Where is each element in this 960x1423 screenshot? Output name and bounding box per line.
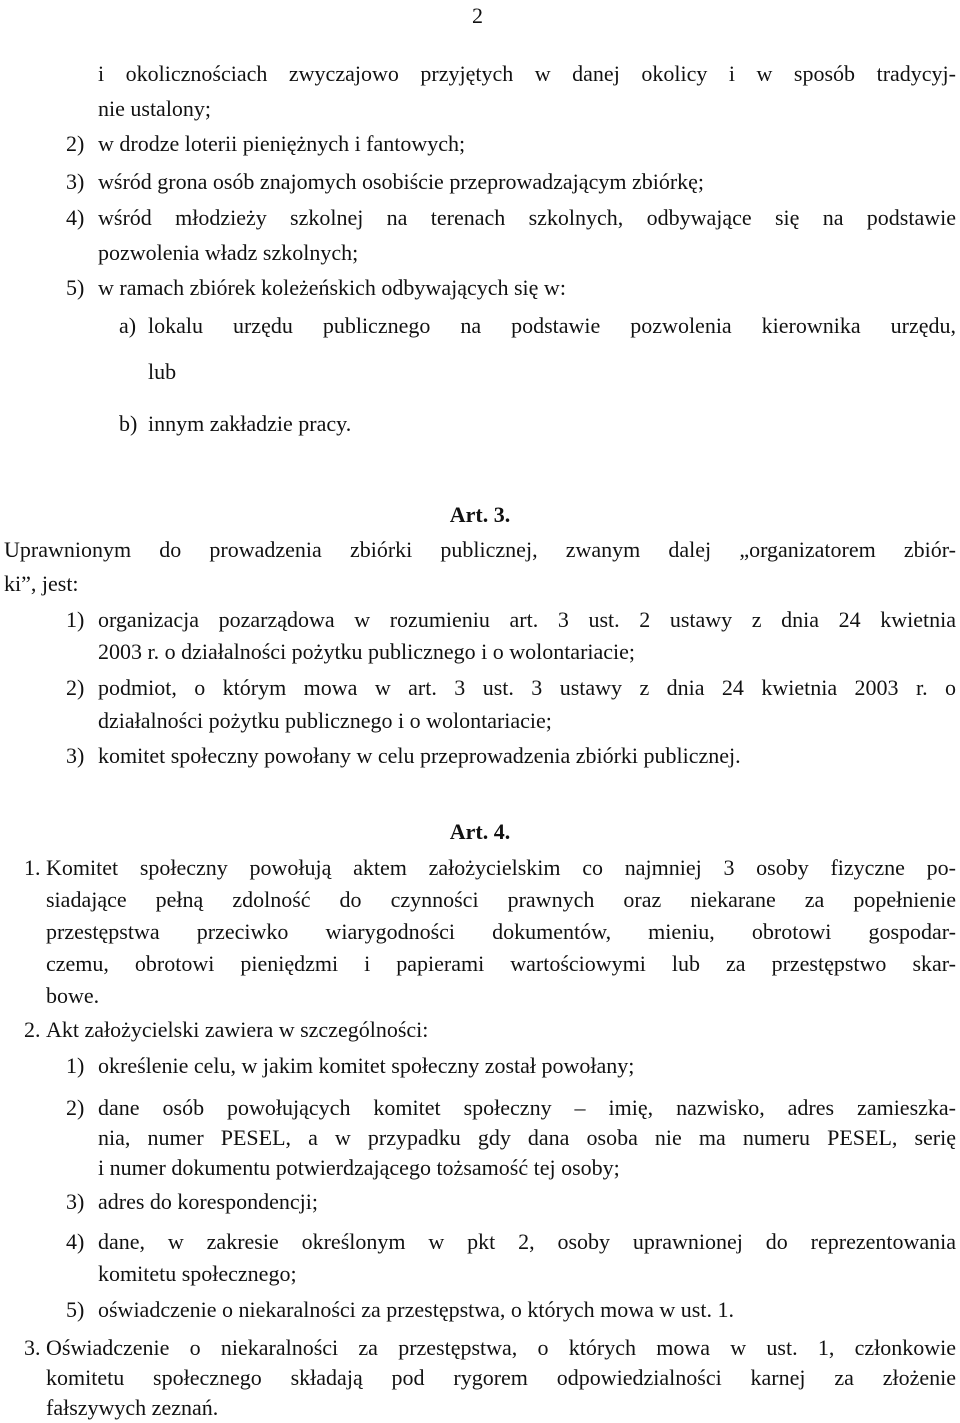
text-line: Uprawnionym do prowadzenia zbiórki publicznej, zwanym dalej „organizatorem zbiór- <box>4 537 956 562</box>
list-number: 2) <box>66 131 85 156</box>
list-item: dane osób powołujących komitet społeczny – imię, nazwisko, adres zamieszka- <box>98 1095 956 1120</box>
list-item: podmiot, o którym mowa w art. 3 ust. 3 ustawy z dnia 24 kwietnia 2003 r. o <box>98 675 956 700</box>
list-item: i numer dokumentu potwierdzającego tożsamość tej osoby; <box>98 1155 620 1180</box>
text-line: ki”, jest: <box>4 571 79 596</box>
list-number: 2) <box>66 1095 85 1120</box>
text-line: przestępstwa przeciwko wiarygodności dokumentów, mieniu, obrotowi gospodar- <box>46 919 956 944</box>
list-item: komitetu społecznego; <box>98 1261 297 1286</box>
list-number: 4) <box>66 1229 85 1254</box>
list-item: oświadczenie o niekaralności za przestępstwa, o których mowa w ust. 1. <box>98 1297 734 1322</box>
list-item: komitet społeczny powołany w celu przeprowadzenia zbiórki publicznej. <box>98 743 741 768</box>
list-number: 3) <box>66 169 85 194</box>
text-line: nie ustalony; <box>98 96 212 121</box>
list-number: 1) <box>66 607 85 632</box>
paragraph-number: 2. <box>24 1017 41 1042</box>
list-item: 2003 r. o działalności pożytku publicznego i o wolontariacie; <box>98 639 636 664</box>
list-item: adres do korespondencji; <box>98 1189 318 1214</box>
list-item: w ramach zbiórek koleżeńskich odbywających się w: <box>98 275 566 300</box>
list-number: 3) <box>66 743 85 768</box>
list-number: 2) <box>66 675 85 700</box>
text-line: Komitet społeczny powołują aktem założycielskim co najmniej 3 osoby fizyczne po- <box>46 855 956 880</box>
text-line: Oświadczenie o niekaralności za przestępstwa, o których mowa w ust. 1, członkowie <box>46 1335 956 1360</box>
list-number: 5) <box>66 1297 85 1322</box>
list-number: 3) <box>66 1189 85 1214</box>
list-item: lokalu urzędu publicznego na podstawie pozwolenia kierownika urzędu, <box>148 313 956 338</box>
list-item: organizacja pozarządowa w rozumieniu art. 3 ust. 2 ustawy z dnia 24 kwietnia <box>98 607 956 632</box>
page-number: 2 <box>472 3 483 28</box>
list-item: pozwolenia władz szkolnych; <box>98 240 359 265</box>
list-letter: a) <box>119 313 137 338</box>
paragraph-number: 1. <box>24 855 41 880</box>
list-item: dane, w zakresie określonym w pkt 2, osoby uprawnionej do reprezentowania <box>98 1229 956 1254</box>
text-line: bowe. <box>46 983 100 1008</box>
list-number: 4) <box>66 205 85 230</box>
list-number: 5) <box>66 275 85 300</box>
list-item: wśród grona osób znajomych osobiście przeprowadzającym zbiórkę; <box>98 169 705 194</box>
list-item: w drodze loterii pieniężnych i fantowych; <box>98 131 466 156</box>
list-item: nia, numer PESEL, a w przypadku gdy dana osoba nie ma numeru PESEL, serię <box>98 1125 956 1150</box>
text-line: Akt założycielski zawiera w szczególności: <box>46 1017 429 1042</box>
list-item: innym zakładzie pracy. <box>148 411 352 436</box>
article-heading: Art. 4. <box>449 819 511 844</box>
list-item: działalności pożytku publicznego i o wolontariacie; <box>98 708 552 733</box>
paragraph-number: 3. <box>24 1335 41 1360</box>
text-line: fałszywych zeznań. <box>46 1395 219 1420</box>
connector-text: lub <box>148 359 177 384</box>
list-letter: b) <box>119 411 138 436</box>
text-line: czemu, obrotowi pieniędzmi i papierami wartościowymi lub za przestępstwo skar- <box>46 951 956 976</box>
article-heading: Art. 3. <box>449 502 511 527</box>
list-item: określenie celu, w jakim komitet społeczny został powołany; <box>98 1053 635 1078</box>
list-item: wśród młodzieży szkolnej na terenach szkolnych, odbywające się na podstawie <box>98 205 956 230</box>
text-line: i okolicznościach zwyczajowo przyjętych w danej okolicy i w sposób tradycyj- <box>98 61 956 86</box>
list-number: 1) <box>66 1053 85 1078</box>
text-line: siadające pełną zdolność do czynności prawnych oraz niekarane za popełnienie <box>46 887 956 912</box>
text-line: komitetu społecznego składają pod rygorem odpowiedzialności karnej za złożenie <box>46 1365 956 1390</box>
